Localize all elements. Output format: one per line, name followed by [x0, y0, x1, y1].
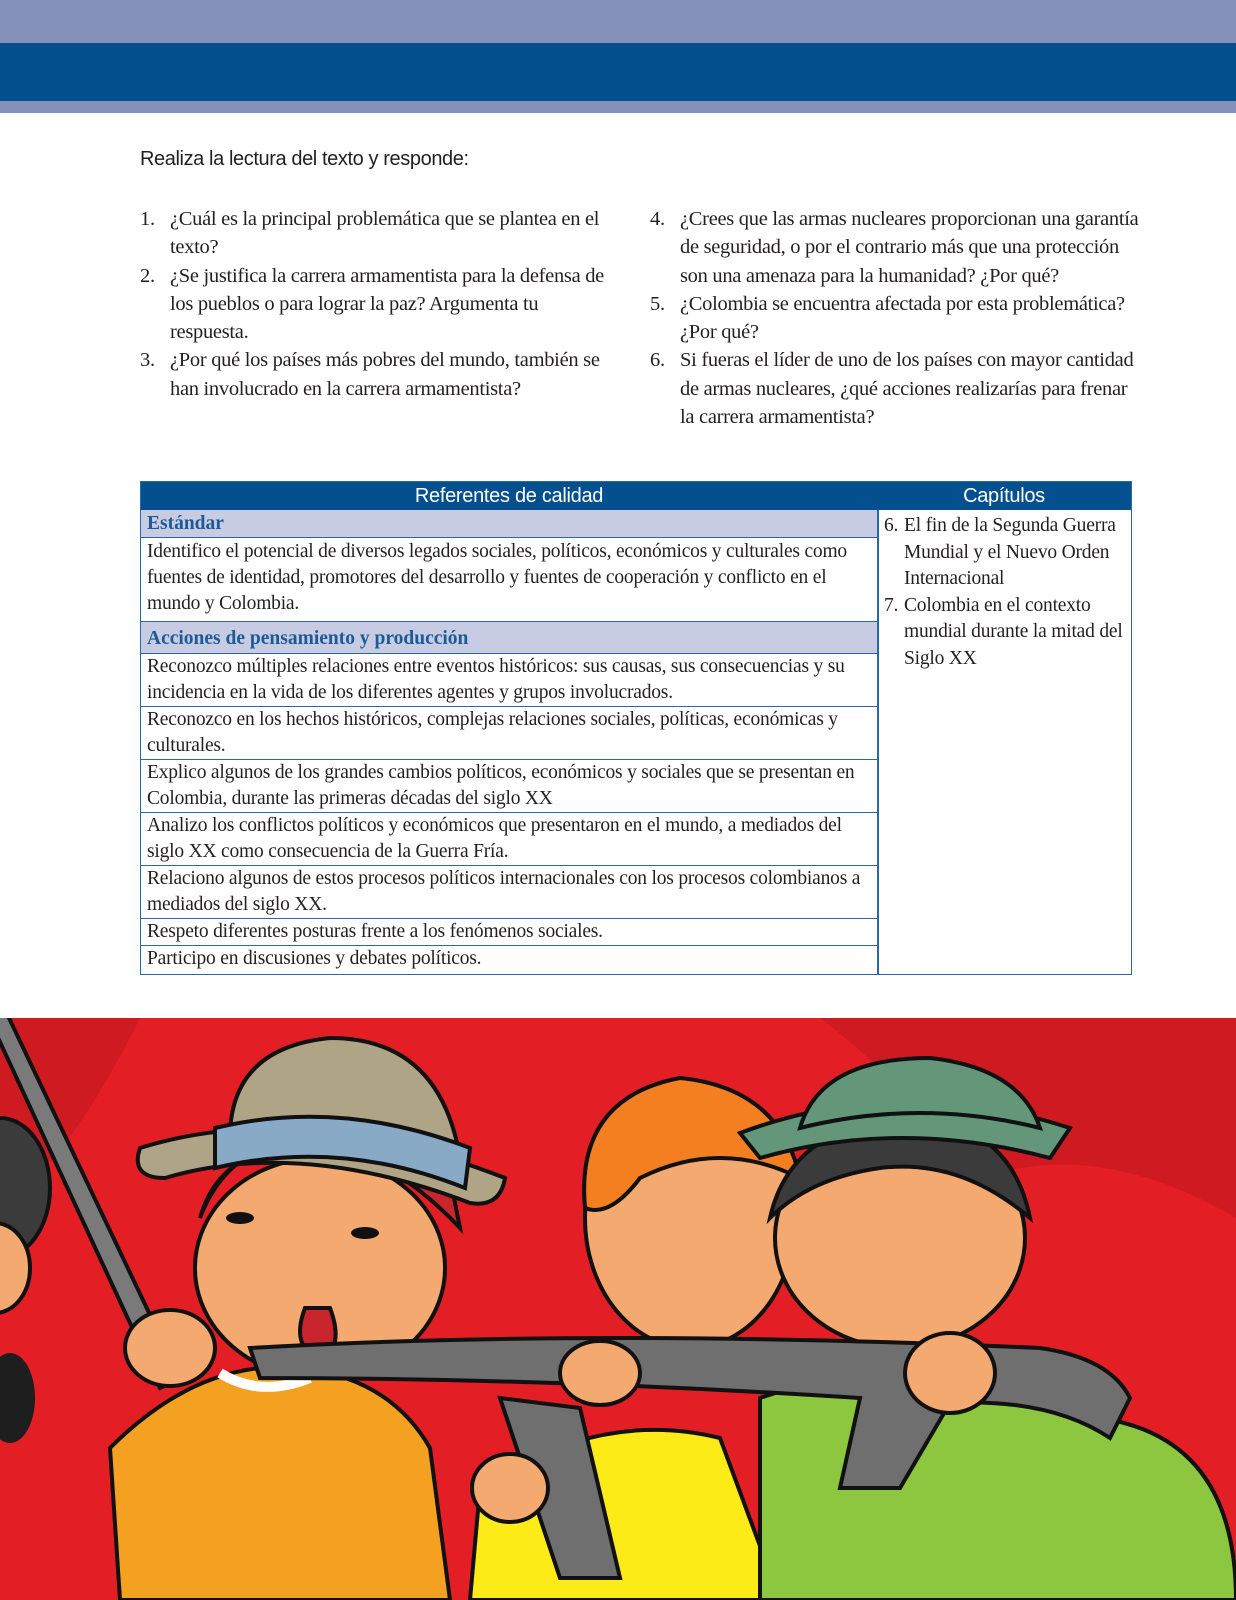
question-text: ¿Crees que las armas nucleares proporcionan una garantía de seguridad, o por el contrario más que una protección son una amenaza para la humanidad? ¿Por qué?	[680, 208, 1139, 287]
quality-references-table	[140, 481, 1132, 975]
question-text: ¿Cuál es la principal problemática que se plantea en el texto?	[170, 208, 600, 259]
action-row: Relaciono algunos de estos procesos políticos internacionales con los procesos colombianos a mediados del siglo XX.	[141, 866, 877, 919]
instruction-text: Realiza la lectura del texto y responde:	[140, 148, 469, 170]
hand	[905, 1333, 995, 1413]
question-number: 1.	[140, 208, 155, 230]
cartoon-illustration	[0, 1018, 1236, 1600]
question-item	[140, 346, 620, 403]
action-row: Reconozco en los hechos históricos, complejas relaciones sociales, políticas, económicas y culturales.	[141, 707, 877, 760]
section-actions-heading: Acciones de pensamiento y producción	[141, 621, 877, 654]
action-row: Participo en discusiones y debates políticos.	[147, 948, 482, 969]
question-text: ¿Colombia se encuentra afectada por esta problemática? ¿Por qué?	[680, 292, 1125, 344]
table-column-divider	[877, 510, 879, 974]
question-number: 2.	[140, 264, 155, 287]
question-list-left	[140, 205, 620, 403]
hand	[560, 1341, 640, 1405]
question-number: 4.	[650, 208, 665, 230]
chapter-title: Colombia en el contexto mundial durante la mitad del Siglo XX	[904, 594, 1123, 669]
question-number: 6.	[650, 349, 665, 372]
question-item	[650, 205, 1140, 290]
question-text: ¿Por qué los países más pobres del mundo, también se han involucrado en la carrera armamentista?	[170, 349, 600, 400]
action-row: Explico algunos de los grandes cambios políticos, económicos y sociales que se presentan en Colombia, durante las primeras décadas del siglo XX	[141, 760, 877, 813]
question-text: ¿Se justifica la carrera armamentista para la defensa de los pueblos o para lograr la paz? Argumenta tu respuesta.	[170, 264, 604, 344]
chapter-item	[884, 513, 1129, 593]
chapter-number: 7.	[884, 594, 899, 616]
table-header-chapters: Capítulos	[877, 482, 1131, 510]
question-item	[140, 262, 620, 347]
question-number: 3.	[140, 349, 155, 372]
question-item	[650, 346, 1140, 431]
hand	[472, 1454, 548, 1522]
header-band-light	[0, 0, 1236, 43]
action-row: Respeto diferentes posturas frente a los fenómenos sociales.	[141, 919, 877, 946]
eye	[351, 1227, 379, 1239]
header-band-dark	[0, 43, 1236, 101]
chapters-list	[884, 513, 1129, 672]
table-header-references: Referentes de calidad	[141, 482, 877, 510]
question-item	[650, 290, 1140, 347]
question-number: 5.	[650, 292, 665, 315]
chapter-title: El fin de la Segunda Guerra Mundial y el Nuevo Orden Internacional	[904, 515, 1116, 589]
eye	[226, 1212, 254, 1224]
header-band-under	[0, 101, 1236, 113]
chapter-number: 6.	[884, 515, 899, 536]
action-row: Analizo los conflictos políticos y económicos que presentaron en el mundo, a mediados del siglo XX como consecuencia de la Guerra Fría.	[141, 813, 877, 866]
references-column	[141, 510, 877, 972]
question-list-right	[650, 205, 1140, 431]
question-text: Si fueras el líder de uno de los países con mayor cantidad de armas nucleares, ¿qué acciones realizarías para frenar la carrera armamentista?	[680, 349, 1134, 429]
question-item	[140, 205, 620, 262]
action-row: Reconozco múltiples relaciones entre eventos históricos: sus causas, sus consecuencias y su incidencia en la vida de los diferentes agentes y grupos involucrados.	[141, 654, 877, 707]
chapter-item	[884, 593, 1129, 673]
section-standard-heading: Estándar	[141, 510, 877, 538]
standard-text: Identifico el potencial de diversos legados sociales, políticos, económicos y culturales como fuentes de identidad, promotores del desarrollo y fuentes de cooperación y conflicto en el mundo y Colombia.	[147, 541, 847, 614]
hand	[125, 1310, 215, 1386]
